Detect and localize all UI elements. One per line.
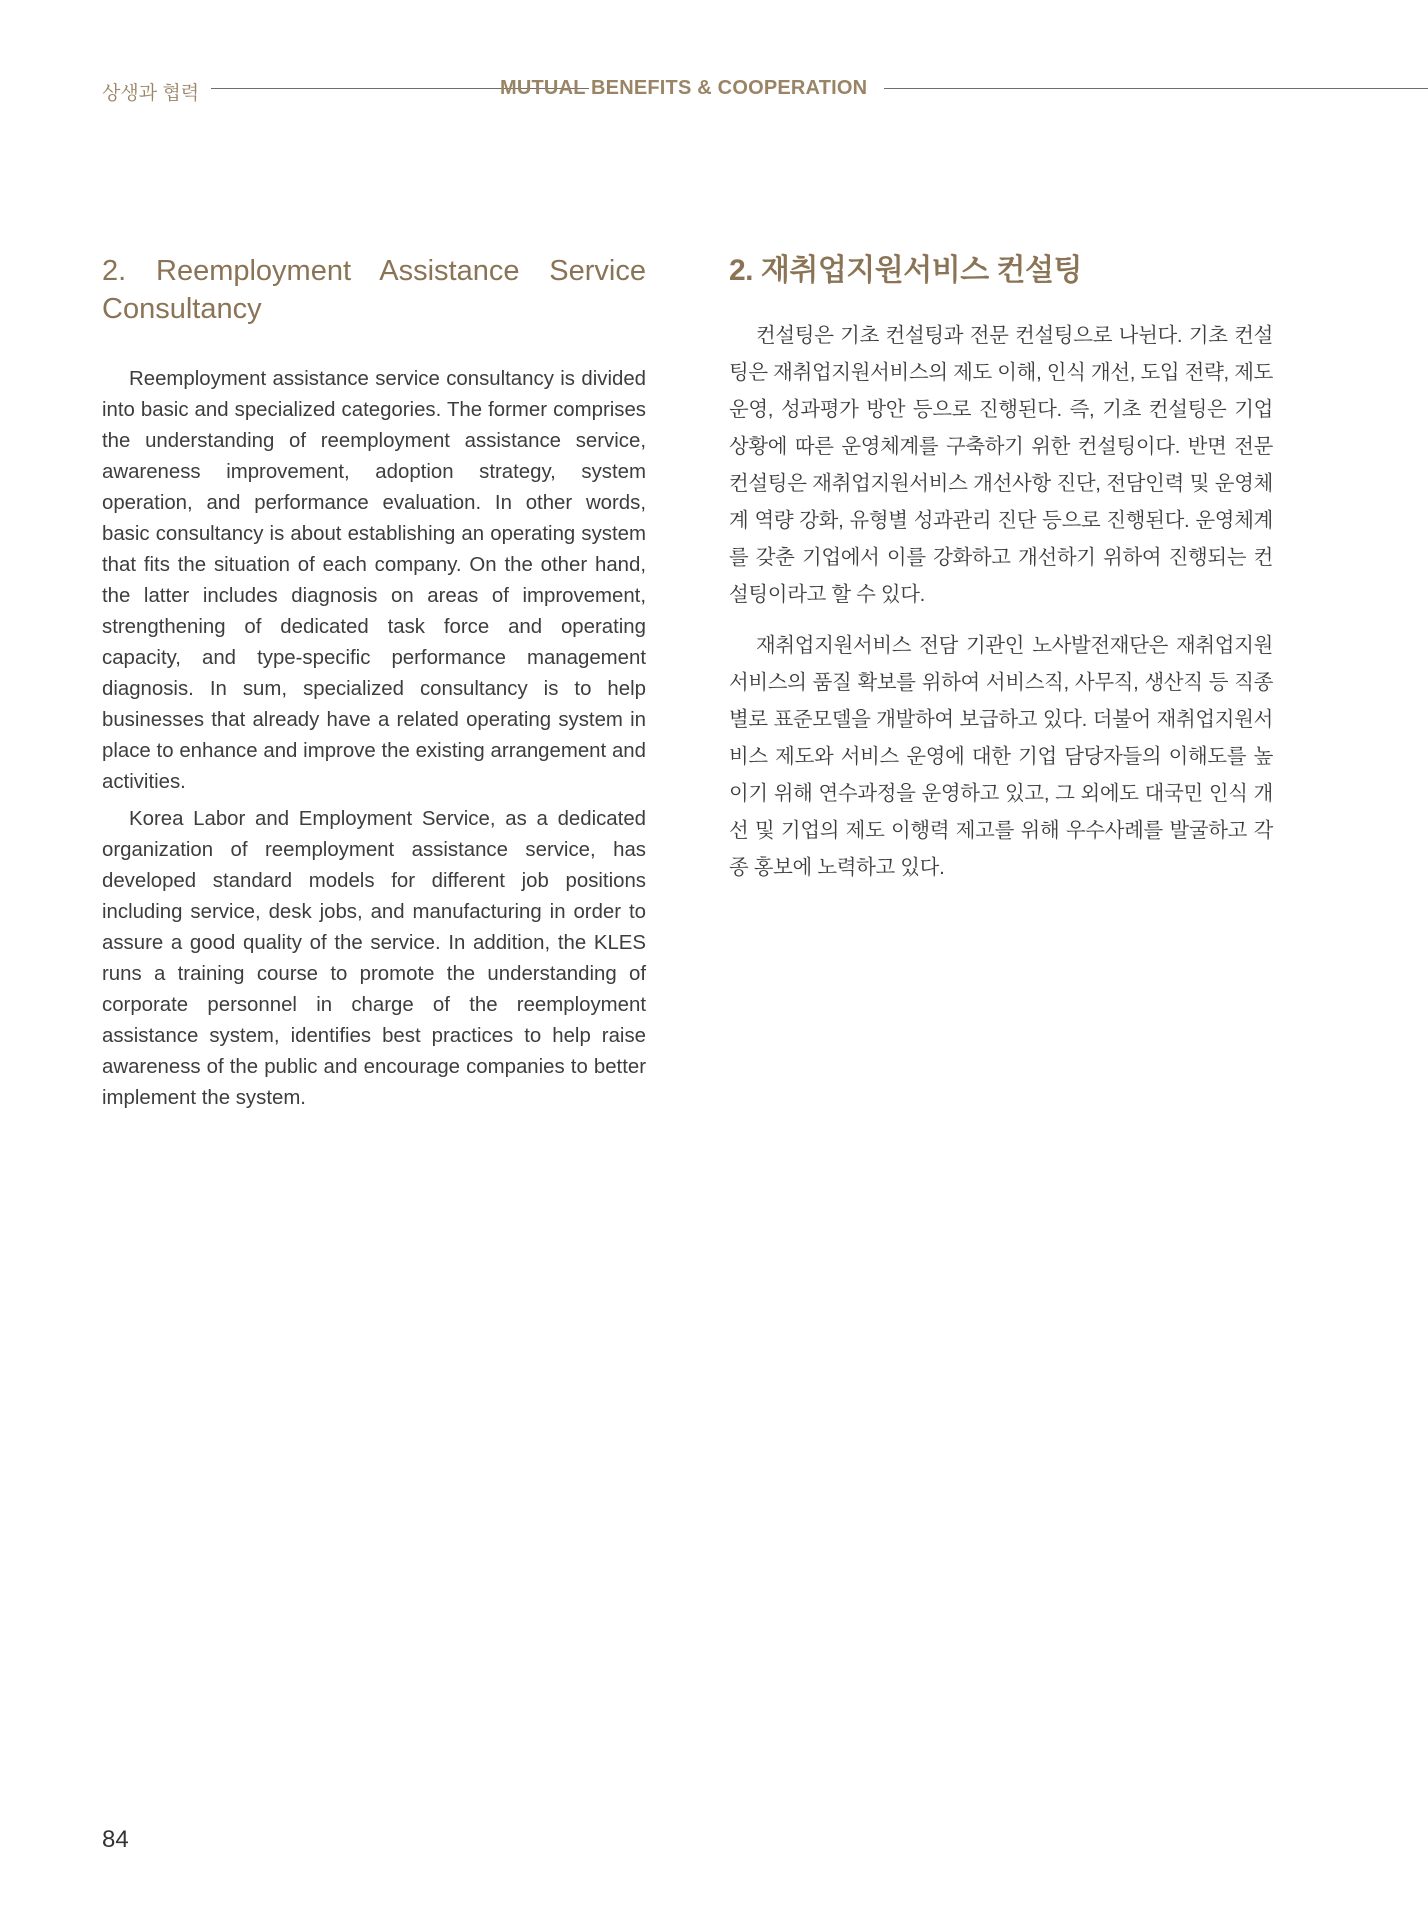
english-column	[102, 252, 646, 1120]
english-paragraph-2: Korea Labor and Employment Service, as a dedicated organization of reemployment assistance service, has developed standard models for different job positions including service, desk jobs, and manufacturing in order to assure a good quality of the service. In addition, the KLES runs a training course to promote the understanding of corporate personnel in charge of the reemployment assistance system, identifies best practices to help raise awareness of the public and encourage companies to better implement the system.	[102, 808, 646, 1109]
section-title-korean: 2. 재취업지원서비스 컨설팅	[729, 254, 1082, 287]
header-divider-right	[884, 88, 1428, 89]
page-header	[102, 74, 1428, 104]
section-label-english: MUTUAL BENEFITS & COOPERATION	[500, 77, 868, 99]
korean-column	[729, 252, 1273, 901]
korean-paragraph-1: 컨설팅은 기초 컨설팅과 전문 컨설팅으로 나뉜다. 기초 컨설팅은 재취업지원서비스의 제도 이해, 인식 개선, 도입 전략, 제도 운영, 성과평가 방안 등으로 진행된다. 즉, 기초 컨설팅은 기업 상황에 따른 운영체계를 구축하기 위한 컨설팅이다. 반면 전문 컨설팅은 재취업지원서비스 개선사항 진단, 전담인력 및 운영체계 역량 강화, 유형별 성과관리 진단 등으로 진행된다. 운영체계를 갖춘 기업에서 이를 강화하고 개선하기 위하여 진행되는 컨설팅이라고 할 수 있다.	[729, 325, 1273, 606]
korean-paragraph-2: 재취업지원서비스 전담 기관인 노사발전재단은 재취업지원서비스의 품질 확보를 위하여 서비스직, 사무직, 생산직 등 직종별로 표준모델을 개발하여 보급하고 있다. 더불어 재취업지원서비스 제도와 서비스 운영에 대한 기업 담당자들의 이해도를 높이기 위해 연수과정을 운영하고 있고, 그 외에도 대국민 인식 개선 및 기업의 제도 이행력 제고를 위해 우수사례를 발굴하고 각종 홍보에 노력하고 있다.	[729, 635, 1273, 879]
english-paragraph-1: Reemployment assistance service consultancy is divided into basic and specialized categories. The former comprises the understanding of reemployment assistance service, awareness improvement, adoption strategy, system operation, and performance evaluation. In other words, basic consultancy is about establishing an operating system that fits the situation of each company. On the other hand, the latter includes diagnosis on areas of improvement, strengthening of dedicated task force and operating capacity, and type-specific performance management diagnosis. In sum, specialized consultancy is to help businesses that already have a related operating system in place to enhance and improve the existing arrangement and activities.	[102, 368, 646, 793]
section-title-english: 2. Reemployment Assistance Service Consultancy	[102, 255, 646, 325]
page-number: 84	[102, 1826, 129, 1853]
section-label-korean: 상생과 협력	[102, 83, 200, 104]
